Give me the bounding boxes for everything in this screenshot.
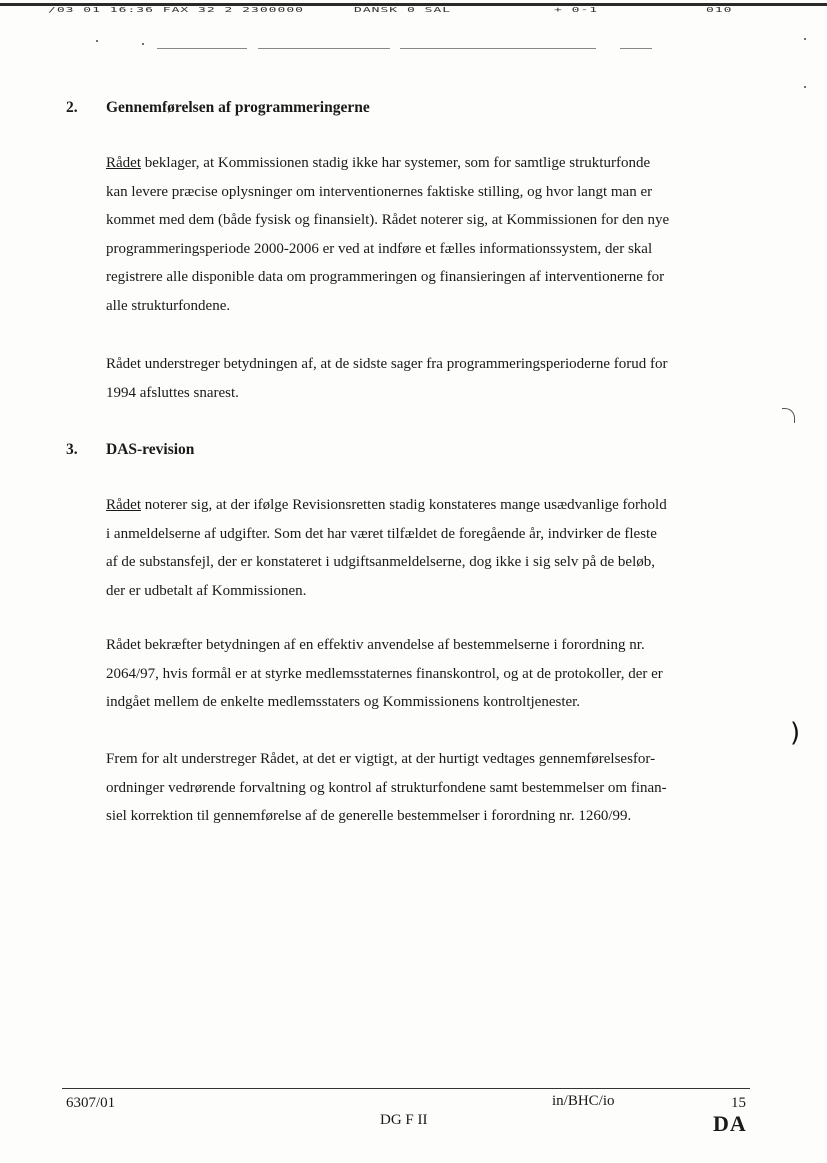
paragraph-line: programmeringsperiode 2000-2006 er ved at indføre et fælles informationssystem, der skal <box>106 240 653 257</box>
section-2-number: 2. <box>66 99 78 116</box>
section-3-title: DAS-revision <box>106 441 195 458</box>
margin-arc-mark <box>782 408 795 423</box>
footer-doc-number: 6307/01 <box>66 1095 116 1111</box>
paragraph-line <box>106 491 751 520</box>
lead-word: Rådet <box>106 155 141 171</box>
footer-initials: in/BHC/io <box>552 1093 615 1109</box>
paragraph-line <box>106 149 751 178</box>
fax-header-right-b: 010 <box>706 6 733 15</box>
fax-dash <box>157 48 247 49</box>
fax-dash <box>258 48 390 49</box>
footer-department: DG F II <box>380 1112 428 1128</box>
paragraph-line: der er udbetalt af Kommissionen. <box>106 582 307 599</box>
fax-dash <box>400 48 596 49</box>
paragraph-line: af de substansfejl, der er konstateret i udgiftsanmeldelserne, dog ikke i sig selv på de beløb, <box>106 554 656 570</box>
section-3-paragraph-1 <box>106 491 751 605</box>
margin-bracket-mark: ) <box>790 718 801 748</box>
paragraph-line: 2064/97, hvis formål er at styrke medlemsstaternes finanskontrol, og at de protokoller, der er <box>106 665 663 682</box>
scan-speck <box>804 86 806 88</box>
fax-header-middle: DANSK 0 SAL <box>354 6 452 15</box>
section-2-paragraph-1 <box>106 149 751 320</box>
paragraph-line: i anmeldelserne af udgifter. Som det har været tilfældet de foregående år, indvirker de fleste <box>106 525 657 542</box>
section-2-title: Gennemførelsen af programmeringerne <box>106 99 370 116</box>
paragraph-line: registrere alle disponible data om programmeringen og finansieringen af interventionerne for <box>106 269 665 285</box>
fax-header <box>0 0 827 22</box>
section-3-number: 3. <box>66 441 78 458</box>
line-text: beklager, at Kommissionen stadig ikke har systemer, som for samtlige strukturfonde <box>141 155 651 171</box>
section-2-paragraph-2 <box>106 350 751 407</box>
footer-page-number: 15 <box>731 1095 746 1111</box>
lead-word: Rådet <box>106 497 141 513</box>
paragraph-line: ordninger vedrørende forvaltning og kontrol af strukturfondene samt bestemmelser om finan- <box>106 779 667 796</box>
footer-rule <box>62 1088 750 1089</box>
paragraph-line: kommet med dem (både fysisk og finansielt). Rådet noterer sig, at Kommissionen for den nye <box>106 212 670 228</box>
section-3-paragraph-3 <box>106 745 751 831</box>
paragraph-line: Frem for alt understreger Rådet, at det er vigtigt, at der hurtigt vedtages gennemførelsesfor- <box>106 751 656 767</box>
paragraph-line: Rådet understreger betydningen af, at de sidste sager fra programmeringsperioderne forud for <box>106 356 668 372</box>
footer-language-code: DA <box>713 1111 747 1136</box>
paragraph-line: 1994 afsluttes snarest. <box>106 384 239 401</box>
paragraph-line: alle strukturfondene. <box>106 297 231 314</box>
fax-header-left: /03 01 16:36 FAX 32 2 2300000 <box>48 6 304 15</box>
fax-dash <box>620 48 652 49</box>
fax-header-right-a: + 0-1 <box>554 6 599 15</box>
paragraph-line: indgået mellem de enkelte medlemsstaters og Kommissionens kontroltjenester. <box>106 694 581 710</box>
section-3-paragraph-2 <box>106 631 751 717</box>
line-text: noterer sig, at der ifølge Revisionsretten stadig konstateres mange usædvanlige forhold <box>141 497 667 513</box>
paragraph-line: Rådet bekræfter betydningen af en effektiv anvendelse af bestemmelserne i forordning nr. <box>106 637 645 653</box>
scan-speck <box>804 38 806 40</box>
scan-speck <box>96 40 98 42</box>
paragraph-line: siel korrektion til gennemførelse af de generelle bestemmelser i forordning nr. 1260/99. <box>106 808 632 824</box>
scan-speck <box>142 43 144 45</box>
paragraph-line: kan levere præcise oplysninger om interventionernes faktiske stilling, og hvor langt man er <box>106 183 653 200</box>
